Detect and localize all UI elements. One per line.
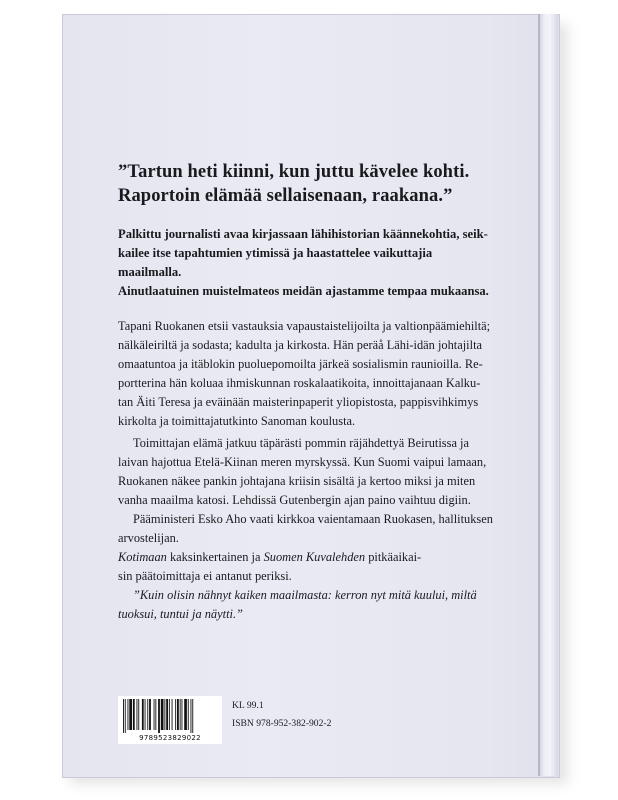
body-paragraph-2 [118,434,496,510]
text-line: arvostelijan. [118,531,179,545]
catalog-info [232,699,331,735]
barcode-number: 9789523829022 [139,734,201,742]
headline-line: ”Tartun heti kiinni, kun juttu kävelee kohti. [118,162,470,182]
magazine-title: Suomen Kuvalehden [263,550,366,564]
text-fragment: kaksinkertainen ja [166,550,264,564]
text-line: kirkolta ja toimittajatutkinto Sanoman koulusta. [118,414,356,428]
text-line: Palkittu journalisti avaa kirjassaan lähihistorian käännekohtia, seik- [118,227,488,241]
text-fragment: pitkäaikai- [365,550,422,564]
text-line: Ruokanen näkee pankin johtajana kriisin sisältä ja kertoo miksi ja miten [118,474,476,488]
text-line: Tapani Ruokanen etsii vastauksia vapaustaistelijoilta ja valtionpäämiehiltä; [118,319,491,333]
book-spine [538,14,558,776]
text-line: tan Äiti Teresa ja eväinään maisterinpaperit yliopistosta, pappisvihkimys [118,395,479,409]
headline-line: Raportoin elämää sellaisenaan, raakana.” [118,186,453,206]
text-line: Ainutlaatuinen muistelmateos meidän ajastamme tempaa mukaansa. [118,284,489,298]
text-line: vanha maailma katosi. Lehdissä Gutenbergin ajan paino vaihtuu digiin. [118,493,471,507]
headline-quote [118,160,496,208]
text-line: omaatuntoa ja itäblokin puoluepomoilta järkeä sosialismin raunioilla. Re- [118,357,483,371]
magazine-title: Kotimaan [118,550,167,564]
text-line: tuoksui, tuntui ja näytti.” [118,607,243,621]
text-line: ”Kuin olisin nähnyt kaiken maailmasta: kerron nyt mitä kuului, miltä [133,588,477,602]
isbn-number: ISBN 978-952-382-902-2 [232,718,332,729]
text-line: sin päätoimittaja ei antanut periksi. [118,569,292,583]
barcode-bars [121,699,219,733]
text-line: Pääministeri Esko Aho vaati kirkkoa vaientamaan Ruokasen, hallituksen [133,512,493,526]
text-line: nälkäleiriltä ja sodasta; kadulta ja kirkosta. Hän peräå Lähi-idän johtajilta [118,338,483,352]
back-cover-text [118,160,496,624]
lead-paragraph [118,225,496,301]
text-line: kailee itse tapahtumien ytimissä ja haastattelee vaikuttajia maailmalla. [118,246,433,279]
closing-quote [118,586,496,624]
body-paragraph-3 [118,510,496,586]
barcode [118,696,222,744]
spine-hinge [538,14,540,776]
text-line: Toimittajan elämä jatkuu täpärästi pommin räjähdettyä Beirutissa ja [133,436,469,450]
text-line: laivan hajottua Etelä-Kiinan meren myrskyssä. Kun Suomi vaipui lamaan, [118,455,487,469]
library-class: KL 99.1 [232,700,264,711]
text-line: portterina hän koluaa ihmiskunnan roskalaatikoita, innoittajanaan Kalku- [118,376,481,390]
body-paragraph-1 [118,317,496,431]
